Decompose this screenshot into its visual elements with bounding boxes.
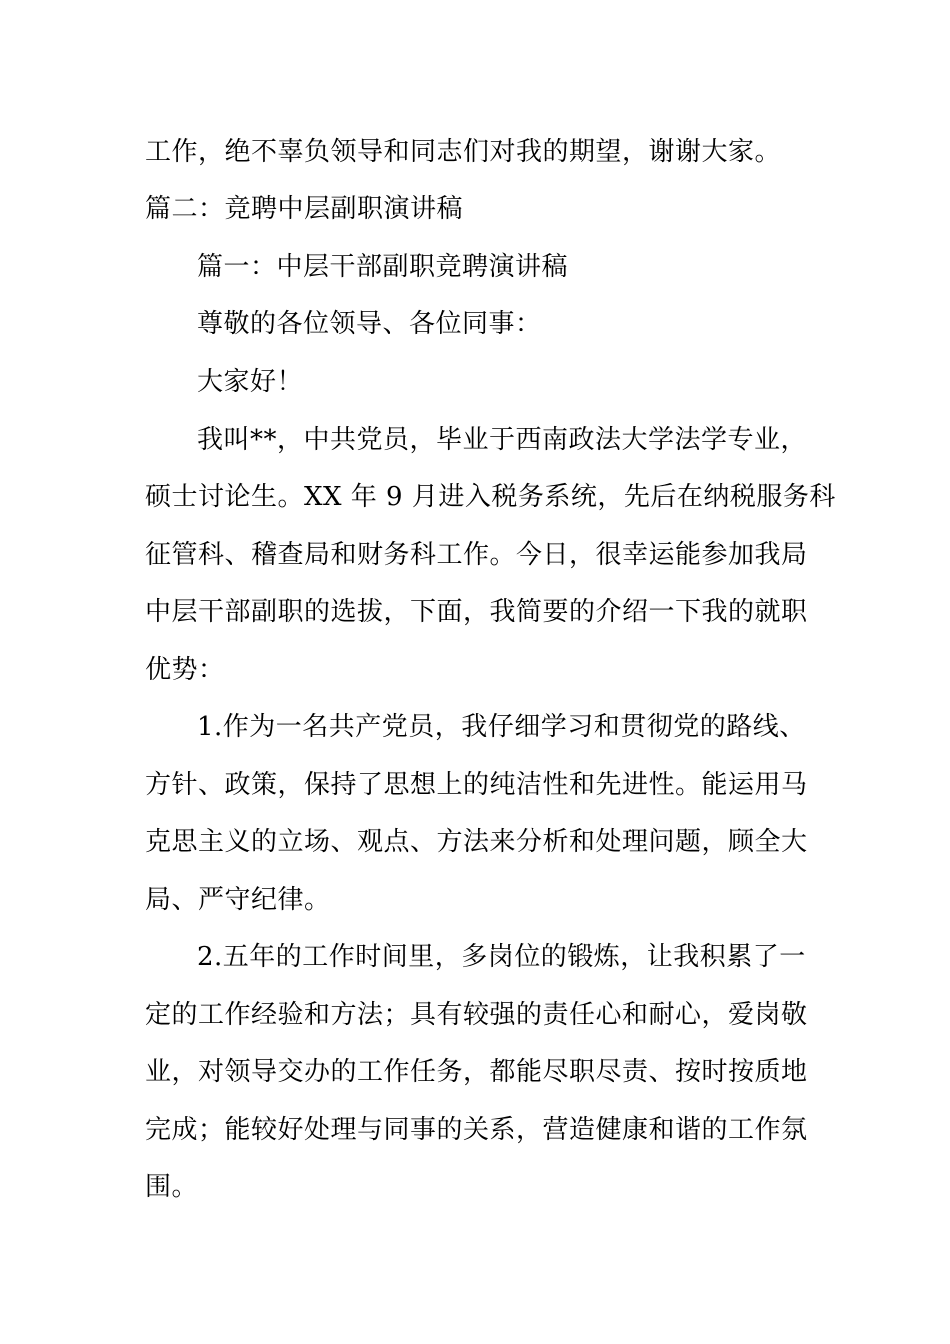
paragraph-line: 硕士讨论生。XX 年 9 月进入税务系统，先后在纳税服务科 [145,482,836,512]
paragraph-line: 我叫**，中共党员，毕业于西南政法大学法学专业， [197,425,808,455]
paragraph-line: 征管科、稽查局和财务科工作。今日，很幸运能参加我局 [145,540,808,570]
salutation: 尊敬的各位领导、各位同事： [197,309,542,339]
list-item-line: 业，对领导交办的工作任务，都能尽职尽责、按时按质地 [145,1057,808,1087]
list-item-line: 完成；能较好处理与同事的关系，营造健康和谐的工作氛 [145,1115,808,1145]
list-item-line: 2.五年的工作时间里，多岗位的锻炼，让我积累了一 [197,942,806,972]
paragraph-line: 优势： [145,655,225,685]
greeting: 大家好！ [197,367,304,397]
list-item-line: 局、严守纪律。 [145,885,331,915]
section-heading: 篇二：竞聘中层副职演讲稿 [145,194,464,224]
text-line: 工作，绝不辜负领导和同志们对我的期望，谢谢大家。 [145,137,782,167]
subsection-heading: 篇一：中层干部副职竞聘演讲稿 [197,252,569,282]
list-item-line: 围。 [145,1172,199,1202]
list-item-line: 克思主义的立场、观点、方法来分析和处理问题，顾全大 [145,827,808,857]
list-item-line: 1.作为一名共产党员，我仔细学习和贯彻党的路线、 [197,712,806,742]
list-item-line: 定的工作经验和方法；具有较强的责任心和耐心，爱岗敬 [145,1000,808,1030]
list-item-line: 方针、政策，保持了思想上的纯洁性和先进性。能运用马 [145,770,808,800]
paragraph-line: 中层干部副职的选拔，下面，我简要的介绍一下我的就职 [145,597,808,627]
